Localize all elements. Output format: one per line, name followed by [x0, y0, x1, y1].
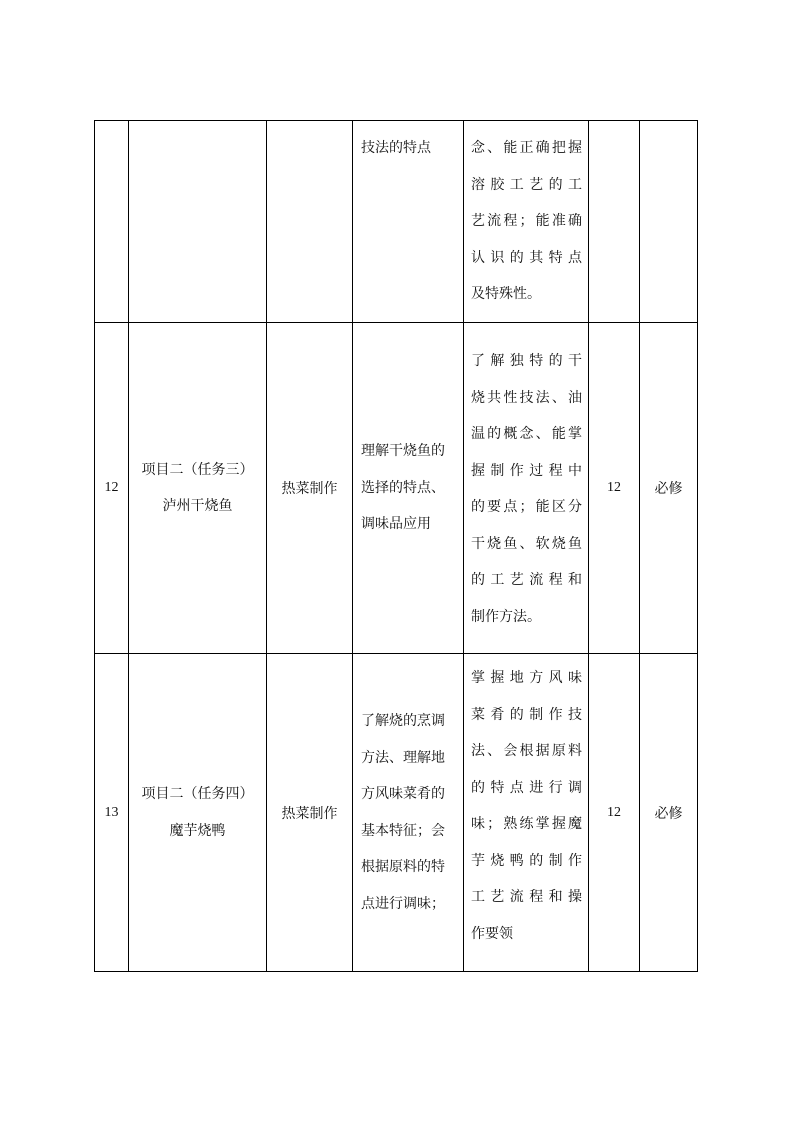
- knowledge-line: 调味品应用: [361, 516, 431, 533]
- module-cell: 热菜制作: [267, 323, 353, 654]
- skills-line: 温的概念、能掌: [471, 426, 582, 442]
- module-cell: 热菜制作: [267, 654, 353, 972]
- skills-line: 芋烧鸭的制作: [471, 852, 582, 869]
- skills-line: 认识的其特点: [471, 249, 582, 266]
- knowledge-cell: [353, 654, 464, 972]
- skills-line: 工艺流程和操: [471, 889, 582, 905]
- type-cell: 必修: [640, 323, 698, 654]
- project-cell: [129, 121, 267, 323]
- knowledge-line: 选择的特点、: [361, 479, 445, 496]
- skills-line: 溶胶工艺的工: [471, 176, 582, 193]
- skills-cell: [464, 323, 589, 654]
- knowledge-line: 了解烧的烹调: [361, 713, 445, 729]
- knowledge-line: 理解干烧鱼的: [361, 443, 445, 460]
- skills-line: 掌握地方风味: [471, 670, 582, 686]
- knowledge-line: 技法的特点: [361, 140, 431, 156]
- table-row: [95, 323, 698, 654]
- skills-line: 味；熟练掌握魔: [471, 816, 582, 832]
- skills-line: 念、能正确把握: [471, 140, 582, 156]
- knowledge-line: 方风味菜肴的: [361, 786, 445, 802]
- project-line: 项目二（任务四）: [141, 786, 254, 802]
- knowledge-cell: [353, 121, 464, 323]
- skills-cell: [464, 121, 589, 323]
- skills-line: 了解独特的干: [471, 353, 582, 369]
- skills-line: 的要点；能区分: [471, 499, 582, 515]
- project-cell: [129, 654, 267, 972]
- project-line: 项目二（任务三）: [141, 461, 254, 478]
- hours-cell: 12: [589, 654, 640, 972]
- hours-cell: [589, 121, 640, 323]
- knowledge-line: 方法、理解地: [361, 749, 445, 766]
- skills-line: 烧共性技法、油: [471, 389, 582, 406]
- skills-line: 艺流程；能准确: [471, 213, 582, 229]
- type-cell: [640, 121, 698, 323]
- skills-line: 法、会根据原料: [471, 743, 582, 759]
- row-number-cell: 13: [95, 654, 129, 972]
- table-row: [95, 654, 698, 972]
- skills-line: 握制作过程中: [471, 462, 582, 479]
- skills-line: 作要领: [471, 925, 513, 942]
- course-table: [94, 120, 698, 972]
- skills-line: 的工艺流程和: [471, 572, 582, 588]
- row-number-cell: [95, 121, 129, 323]
- knowledge-line: 基本特征；会: [361, 822, 445, 839]
- type-cell: 必修: [640, 654, 698, 972]
- knowledge-line: 点进行调味；: [361, 895, 445, 912]
- knowledge-cell: [353, 323, 464, 654]
- skills-line: 干烧鱼、软烧鱼: [471, 535, 582, 552]
- row-number-cell: 12: [95, 323, 129, 654]
- skills-line: 菜肴的制作技: [471, 706, 582, 723]
- skills-line: 的特点进行调: [471, 779, 582, 796]
- module-cell: [267, 121, 353, 323]
- project-cell: [129, 323, 267, 654]
- skills-line: 及特殊性。: [471, 286, 541, 302]
- skills-line: 制作方法。: [471, 608, 541, 625]
- hours-cell: 12: [589, 323, 640, 654]
- table-row: [95, 121, 698, 323]
- project-line: 魔芋烧鸭: [169, 822, 226, 839]
- project-line: 泸州干烧鱼: [162, 498, 233, 514]
- skills-cell: [464, 654, 589, 972]
- knowledge-line: 根据原料的特: [361, 859, 445, 875]
